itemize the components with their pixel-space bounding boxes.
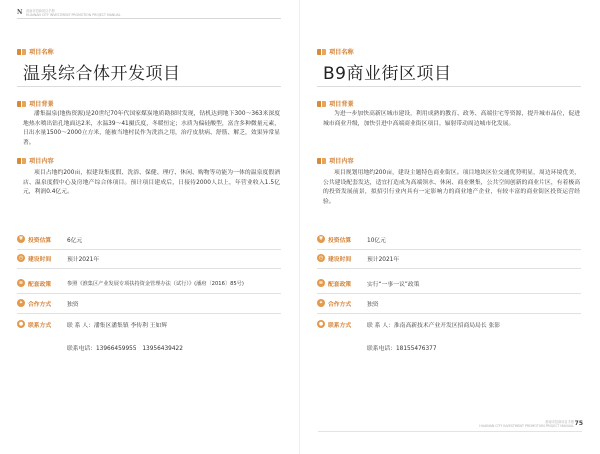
project-background-text: 为进一步加快高新区城市建设，利用成熟的教育、政务、高端住宅等资源，提升城市品位，促进城市商业升级，加快引进中高端商业街区项目，辐射带动周边城市化发展。 <box>323 111 580 127</box>
project-name-label-text: 项目名称 <box>329 49 354 56</box>
handshake-icon: ✦ <box>318 300 324 306</box>
cooperation-row <box>317 297 379 309</box>
cooperation-value: 独资 <box>367 301 379 308</box>
investment-row <box>17 233 82 245</box>
policy-tag <box>17 279 67 288</box>
contact-value: 联 系 人：淮南高新技术产业开发区招商局局长 张影 <box>367 322 501 329</box>
clock-icon: ◷ <box>318 255 324 261</box>
contact-phone: 联系电话：13966459955 13956439422 <box>67 346 183 352</box>
footer-divider <box>318 431 582 432</box>
cooperation-tag-text: 合作方式 <box>28 301 52 308</box>
title-divider <box>317 86 581 87</box>
period-value: 预计2021年 <box>67 256 100 263</box>
period-value: 预计2021年 <box>367 256 400 263</box>
row-divider <box>317 293 581 294</box>
clock-icon: ◷ <box>18 255 24 261</box>
project-content-label <box>317 156 354 165</box>
row-divider <box>317 313 581 314</box>
investment-tag <box>317 235 367 244</box>
yuan-icon: ¥ <box>317 235 325 243</box>
cooperation-tag <box>317 299 367 308</box>
header-divider <box>17 18 281 19</box>
title-divider <box>17 86 281 87</box>
project-name-label-text: 项目名称 <box>29 49 54 56</box>
cooperation-row <box>17 297 79 309</box>
policy-tag-text: 配套政策 <box>328 281 352 288</box>
project-background-label <box>17 99 54 108</box>
policy-row <box>317 277 419 289</box>
handshake-icon: ✦ <box>18 300 24 306</box>
header-text-line2: HUAINAN CITY INVESTMENT PROMOTION PROJECT MANUAL <box>26 12 121 17</box>
investment-value: 10亿元 <box>367 237 386 244</box>
row-divider <box>17 249 281 250</box>
person-icon: ● <box>318 321 324 327</box>
investment-tag-text: 投资估算 <box>28 237 52 244</box>
document-icon: ≡ <box>318 280 324 286</box>
contact-tag-text: 联系方式 <box>328 322 352 329</box>
contact-value: 联 系 人：潘集区潘集镇 李传利 王如辉 <box>67 322 168 329</box>
row-divider <box>317 268 581 269</box>
period-tag <box>17 254 67 263</box>
project-name-label <box>17 47 54 56</box>
header-logo: N <box>17 9 23 16</box>
header-text <box>26 10 121 17</box>
project-background-label-text: 项目背景 <box>29 101 54 108</box>
investment-tag <box>17 235 67 244</box>
footer-text-line2: HUAINAN CITY INVESTMENT PROMOTION PROJECT MANUAL <box>479 423 574 428</box>
period-tag-text: 建设时间 <box>28 256 52 263</box>
book-icon <box>317 100 326 108</box>
contact-row <box>317 318 500 330</box>
period-tag <box>317 254 367 263</box>
policy-value: 参照《淮集区产业发展专项扶持资金管理办法（试行）》(潘府〔2016〕85号) <box>67 280 244 287</box>
header-text-line1: 淮南市招商项目手册 <box>26 9 55 13</box>
book-icon <box>17 157 26 165</box>
footer-text <box>479 421 574 428</box>
period-row <box>317 252 399 264</box>
book-icon <box>17 48 26 56</box>
policy-tag-text: 配套政策 <box>28 281 52 288</box>
period-row <box>17 252 99 264</box>
document-icon: ≡ <box>18 280 24 286</box>
project-background-label <box>317 99 354 108</box>
investment-tag-text: 投资估算 <box>328 237 352 244</box>
book-icon <box>317 48 326 56</box>
cooperation-tag-text: 合作方式 <box>328 301 352 308</box>
contact-tag <box>317 320 367 329</box>
book-icon <box>317 157 326 165</box>
project-name-label <box>317 47 354 56</box>
project-content-text: 项目规划用地约200亩，建设主题特色商业街区。项目地块区位交通优势明显，周边环境优美，公共建设配套发达，适宜打造成为高端领水、休闲、商业聚集，公共空间创新的商业片区，有着极高的投资发展前景，拟招引行业内具有一定影响力的商业地产企业，有较丰富的商业街区投资运营经验。 <box>323 170 580 205</box>
project-background-text: 潘集温泉(地热资源)是20世纪70年代国家煤炭地质勘探时发现，钻机达到地下300～363米深度地热水喷出钻孔地面达2米，水温39～41摄氏度，冬暖恒定；水质为偏硅酸型，富含多种微量元素，日出水量1500～2000立方米，能被当地村民作为洗浴之用，治疗皮肤病、舒筋、解乏，效果异常显著。 <box>23 111 280 146</box>
contact-tag-text: 联系方式 <box>28 322 52 329</box>
cooperation-value: 独资 <box>67 301 79 308</box>
project-background-label-text: 项目背景 <box>329 101 354 108</box>
row-divider <box>317 249 581 250</box>
cooperation-tag <box>17 299 67 308</box>
book-icon <box>17 100 26 108</box>
contact-row <box>17 318 167 330</box>
investment-value: 6亿元 <box>67 237 83 244</box>
person-icon: ● <box>18 321 24 327</box>
contact-phone: 联系电话：18155476377 <box>367 346 437 352</box>
policy-tag <box>317 279 367 288</box>
project-content-text: 项目占地约200亩，拟建设集度假、洗浴、保健、理疗、休闲、购物等功能为一体的温泉度假酒店、温泉度假中心及房地产综合体项目。预计项目建成后，日接待2000人以上，年营业收入1.5亿元，利润0.4亿元。 <box>23 170 280 195</box>
project-content-label <box>17 156 54 165</box>
yuan-icon: ¥ <box>17 235 25 243</box>
project-title: B9商业街区项目 <box>323 64 452 84</box>
footer-text-line1: 淮南市招商项目手册 <box>545 420 574 424</box>
policy-value: 实行“一事一议”政策 <box>367 281 420 288</box>
project-content-label-text: 项目内容 <box>329 158 354 165</box>
row-divider <box>17 293 281 294</box>
investment-row <box>317 233 386 245</box>
policy-row <box>17 277 244 289</box>
project-title: 温泉综合体开发项目 <box>23 64 181 84</box>
contact-tag <box>17 320 67 329</box>
project-content-label-text: 项目内容 <box>29 158 54 165</box>
row-divider <box>17 268 281 269</box>
row-divider <box>17 313 281 314</box>
period-tag-text: 建设时间 <box>328 256 352 263</box>
page-number: 75 <box>574 420 583 427</box>
right-page <box>300 0 600 454</box>
